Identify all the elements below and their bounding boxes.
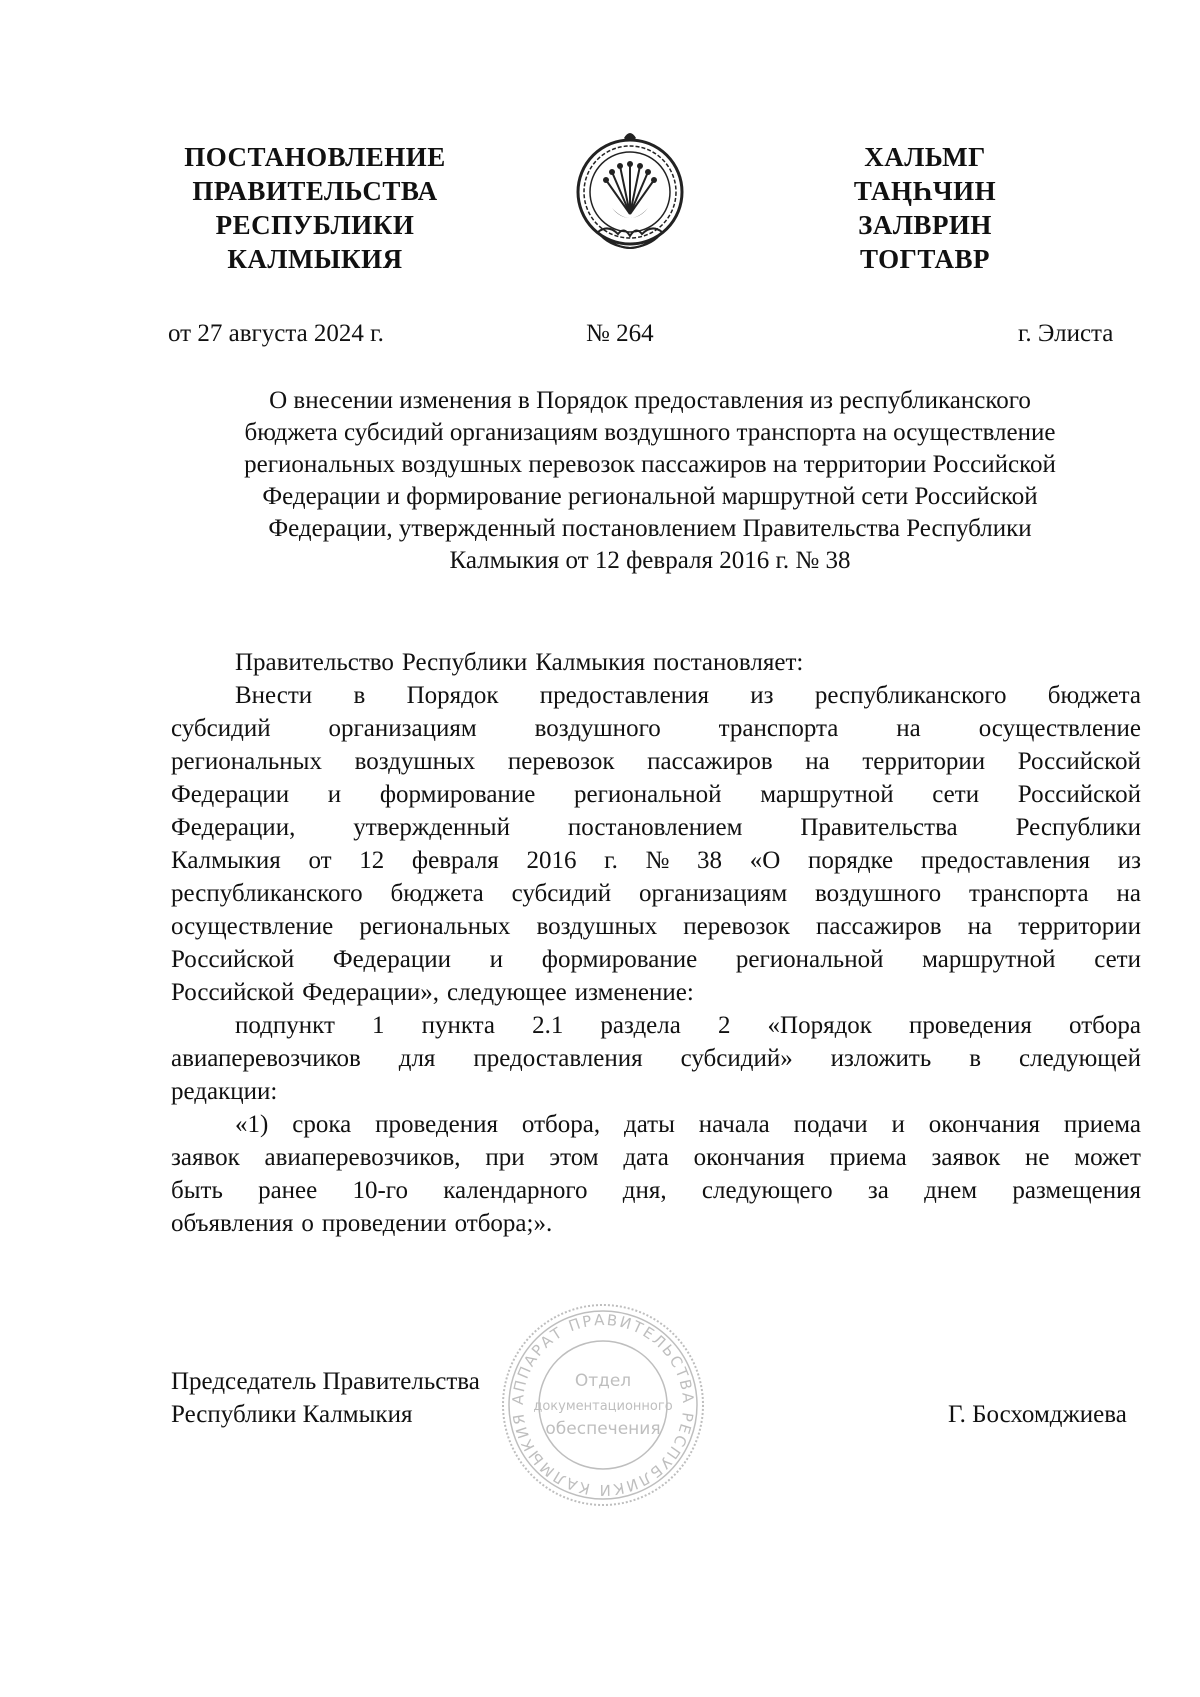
body-word: Федерации <box>171 781 290 808</box>
header-right-line: ХАЛЬМГ <box>864 142 986 172</box>
body-word: из <box>1117 847 1141 874</box>
header-left-line: КАЛМЫКИЯ <box>227 244 403 274</box>
body-word: и <box>327 781 342 808</box>
body-line <box>171 976 1141 1009</box>
body-word: быть <box>171 1177 223 1204</box>
body-word: Российской <box>1017 781 1141 808</box>
body-line <box>171 1009 1141 1042</box>
body-word: авиаперевозчиков <box>171 1045 361 1072</box>
body-word: окончания <box>928 1111 1040 1138</box>
header-left-line: ПРАВИТЕЛЬСТВА <box>192 176 438 206</box>
document-city: г. Элиста <box>1018 320 1114 347</box>
body-word: «Порядок <box>767 1012 872 1039</box>
body-line <box>171 877 1141 910</box>
body-word: приема <box>1063 1111 1141 1138</box>
kalmykia-emblem-icon <box>568 128 692 258</box>
document-number: № 264 <box>586 320 654 347</box>
body-word: 1 <box>371 1012 385 1039</box>
body-word: территории <box>862 748 986 775</box>
stamp-ring-text: АППАРАТ ПРАВИТЕЛЬСТВА РЕСПУБЛИКИ КАЛМЫКИЯ <box>508 1310 698 1500</box>
body-word: перевозок <box>507 748 615 775</box>
body-word: 2 <box>717 1012 731 1039</box>
body-word: маршрутной <box>922 946 1056 973</box>
body-word: при <box>485 1144 525 1171</box>
body-word: Российской <box>1017 748 1141 775</box>
body-word: сети <box>932 781 980 808</box>
body-word: предоставления <box>920 847 1091 874</box>
body-line <box>171 910 1141 943</box>
body-line <box>171 1207 1141 1240</box>
body-word: за <box>867 1177 889 1204</box>
signatory-position-line: Республики Калмыкия <box>171 1401 413 1428</box>
body-word: осуществление <box>978 715 1141 742</box>
body-word: от <box>308 847 332 874</box>
body-word: пассажиров <box>647 748 773 775</box>
body-line <box>171 811 1141 844</box>
official-stamp-icon <box>498 1300 708 1510</box>
body-word: Республики <box>401 649 528 676</box>
body-word: отбора;». <box>454 1210 553 1237</box>
body-line <box>171 943 1141 976</box>
body-line <box>171 646 1141 679</box>
body-word: проведения <box>909 1012 1032 1039</box>
body-word: организациям <box>328 715 477 742</box>
title-line: О внесении изменения в Порядок предоставления из республиканского <box>269 387 1031 414</box>
body-word: днем <box>924 1177 978 1204</box>
body-word: Республики <box>1015 814 1141 841</box>
body-word: Калмыкия <box>535 649 646 676</box>
header-left-line: РЕСПУБЛИКИ <box>215 210 415 240</box>
title-line: Федерации, утвержденный постановлением Правительства Республики <box>268 515 1032 542</box>
body-line <box>171 844 1141 877</box>
body-word: утвержденный <box>353 814 510 841</box>
body-word: порядке <box>807 847 894 874</box>
title-line: Калмыкия от 12 февраля 2016 г. № 38 <box>449 547 851 574</box>
body-word: в <box>353 682 366 709</box>
signatory-position-line: Председатель Правительства <box>171 1368 480 1395</box>
body-line <box>171 679 1141 712</box>
body-word: и <box>489 946 504 973</box>
body-word: воздушных <box>354 748 476 775</box>
body-word: 38 <box>697 847 723 874</box>
body-word: подпункт <box>235 1012 335 1039</box>
body-line <box>171 1075 1141 1108</box>
header-right-line: ТАҢҺЧИН <box>853 176 997 206</box>
body-word: изменение: <box>574 979 694 1006</box>
title-line: бюджета субсидий организациям воздушного транспорта на осуществление <box>244 419 1056 446</box>
body-word: организациям <box>639 880 788 907</box>
body-word: субсидий» <box>680 1045 793 1072</box>
body-word: отбора, <box>521 1111 601 1138</box>
body-word: постановляет: <box>653 649 804 676</box>
body-word: пассажиров <box>816 913 942 940</box>
body-word: региональных <box>171 748 322 775</box>
stamp-center-line: документационного <box>533 1399 673 1414</box>
body-line <box>171 1042 1141 1075</box>
body-word: размещения <box>1012 1177 1141 1204</box>
header-right-line: ТОГТАВР <box>860 244 990 274</box>
body-line <box>171 1174 1141 1207</box>
body-word: дня, <box>622 1177 667 1204</box>
body-word: на <box>896 715 921 742</box>
body-word: Российской <box>171 979 295 1006</box>
signatory-name: Г. Босхомджиева <box>948 1401 1127 1428</box>
body-word: г. <box>604 847 618 874</box>
body-word: транспорта <box>968 880 1089 907</box>
body-word: республиканского <box>171 880 363 907</box>
body-word: региональной <box>735 946 884 973</box>
body-word: территории <box>1018 913 1141 940</box>
body-word: и <box>891 1111 905 1138</box>
body-word: даты <box>623 1111 675 1138</box>
body-word: о <box>301 1210 314 1237</box>
body-word: региональных <box>359 913 511 940</box>
body-word: следующего <box>701 1177 833 1204</box>
body-word: 12 <box>359 847 385 874</box>
body-word: изложить <box>830 1045 932 1072</box>
body-word: на <box>805 748 830 775</box>
body-word: проведении <box>321 1210 447 1237</box>
body-word: заявок <box>931 1144 1001 1171</box>
body-word: Внести <box>235 682 313 709</box>
body-word: бюджета <box>390 880 484 907</box>
body-word: раздела <box>600 1012 681 1039</box>
body-word: бюджета <box>1047 682 1141 709</box>
body-line <box>171 1108 1141 1141</box>
body-word: редакции: <box>171 1078 278 1105</box>
body-word: на <box>1116 880 1141 907</box>
body-word: воздушного <box>815 880 942 907</box>
body-word: авиаперевозчиков, <box>264 1144 461 1171</box>
body-word: Порядок <box>406 682 499 709</box>
body-word: дата <box>623 1144 669 1171</box>
body-word: начала <box>698 1111 770 1138</box>
header-right-title <box>830 140 1020 276</box>
header-right-line: ЗАЛВРИН <box>858 210 992 240</box>
body-word: 2.1 <box>532 1012 564 1039</box>
title-line: Федерации и формирование региональной маршрутной сети Российской <box>262 483 1038 510</box>
body-word: формирование <box>541 946 698 973</box>
body-word: окончания <box>693 1144 805 1171</box>
header-left-line: ПОСТАНОВЛЕНИЕ <box>184 142 446 172</box>
body-word: пункта <box>421 1012 495 1039</box>
body-word: следующей <box>1019 1045 1141 1072</box>
body-word: объявления <box>171 1210 294 1237</box>
body-word: «О <box>749 847 781 874</box>
body-word: календарного <box>443 1177 588 1204</box>
body-word: в <box>969 1045 982 1072</box>
body-word: формирование <box>379 781 536 808</box>
body-word: 2016 <box>526 847 577 874</box>
title-line: региональных воздушных перевозок пассажиров на территории Российской <box>244 451 1056 478</box>
body-word: 10-го <box>352 1177 408 1204</box>
body-word: для <box>398 1045 436 1072</box>
body-word: Федерации <box>332 946 451 973</box>
body-word: сети <box>1094 946 1141 973</box>
body-word: проведения <box>375 1111 498 1138</box>
body-word: приема <box>829 1144 907 1171</box>
body-word: на <box>967 913 993 940</box>
body-word: осуществление <box>171 913 334 940</box>
body-word: постановлением <box>567 814 743 841</box>
body-line <box>171 712 1141 745</box>
body-word: «1) <box>235 1111 269 1138</box>
body-word: этом <box>549 1144 599 1171</box>
body-word: Правительство <box>235 649 394 676</box>
body-word: подачи <box>793 1111 868 1138</box>
body-word: Правительства <box>800 814 958 841</box>
body-word: транспорта <box>718 715 839 742</box>
body-word: февраля <box>411 847 499 874</box>
stamp-center-line: обеспечения <box>545 1419 661 1439</box>
header-left-title <box>160 140 470 276</box>
body-word: Калмыкия <box>171 847 281 874</box>
document-body <box>171 646 1141 1240</box>
body-word: субсидий <box>511 880 612 907</box>
body-word: предоставления <box>473 1045 643 1072</box>
document-title <box>180 385 1120 577</box>
body-word: воздушного <box>534 715 661 742</box>
body-word: воздушных <box>536 913 658 940</box>
body-word: субсидий <box>171 715 271 742</box>
body-word: № <box>645 847 670 874</box>
body-word: маршрутной <box>760 781 894 808</box>
body-word: ранее <box>258 1177 318 1204</box>
stamp-center-line: Отдел <box>574 1371 632 1391</box>
signatory-position <box>171 1365 480 1431</box>
body-word: отбора <box>1069 1012 1141 1039</box>
body-line <box>171 745 1141 778</box>
body-word: Федерации», <box>302 979 440 1006</box>
body-word: Федерации, <box>171 814 296 841</box>
body-word: Российской <box>171 946 295 973</box>
document-date: от 27 августа 2024 г. <box>168 320 384 347</box>
body-word: срока <box>292 1111 352 1138</box>
body-word: может <box>1074 1144 1141 1171</box>
body-word: перевозок <box>683 913 790 940</box>
body-line <box>171 778 1141 811</box>
body-word: следующее <box>447 979 567 1006</box>
body-line <box>171 1141 1141 1174</box>
body-word: региональной <box>573 781 722 808</box>
body-word: из <box>750 682 774 709</box>
body-word: не <box>1025 1144 1050 1171</box>
body-word: заявок <box>171 1144 240 1171</box>
body-word: предоставления <box>539 682 709 709</box>
body-word: республиканского <box>814 682 1007 709</box>
